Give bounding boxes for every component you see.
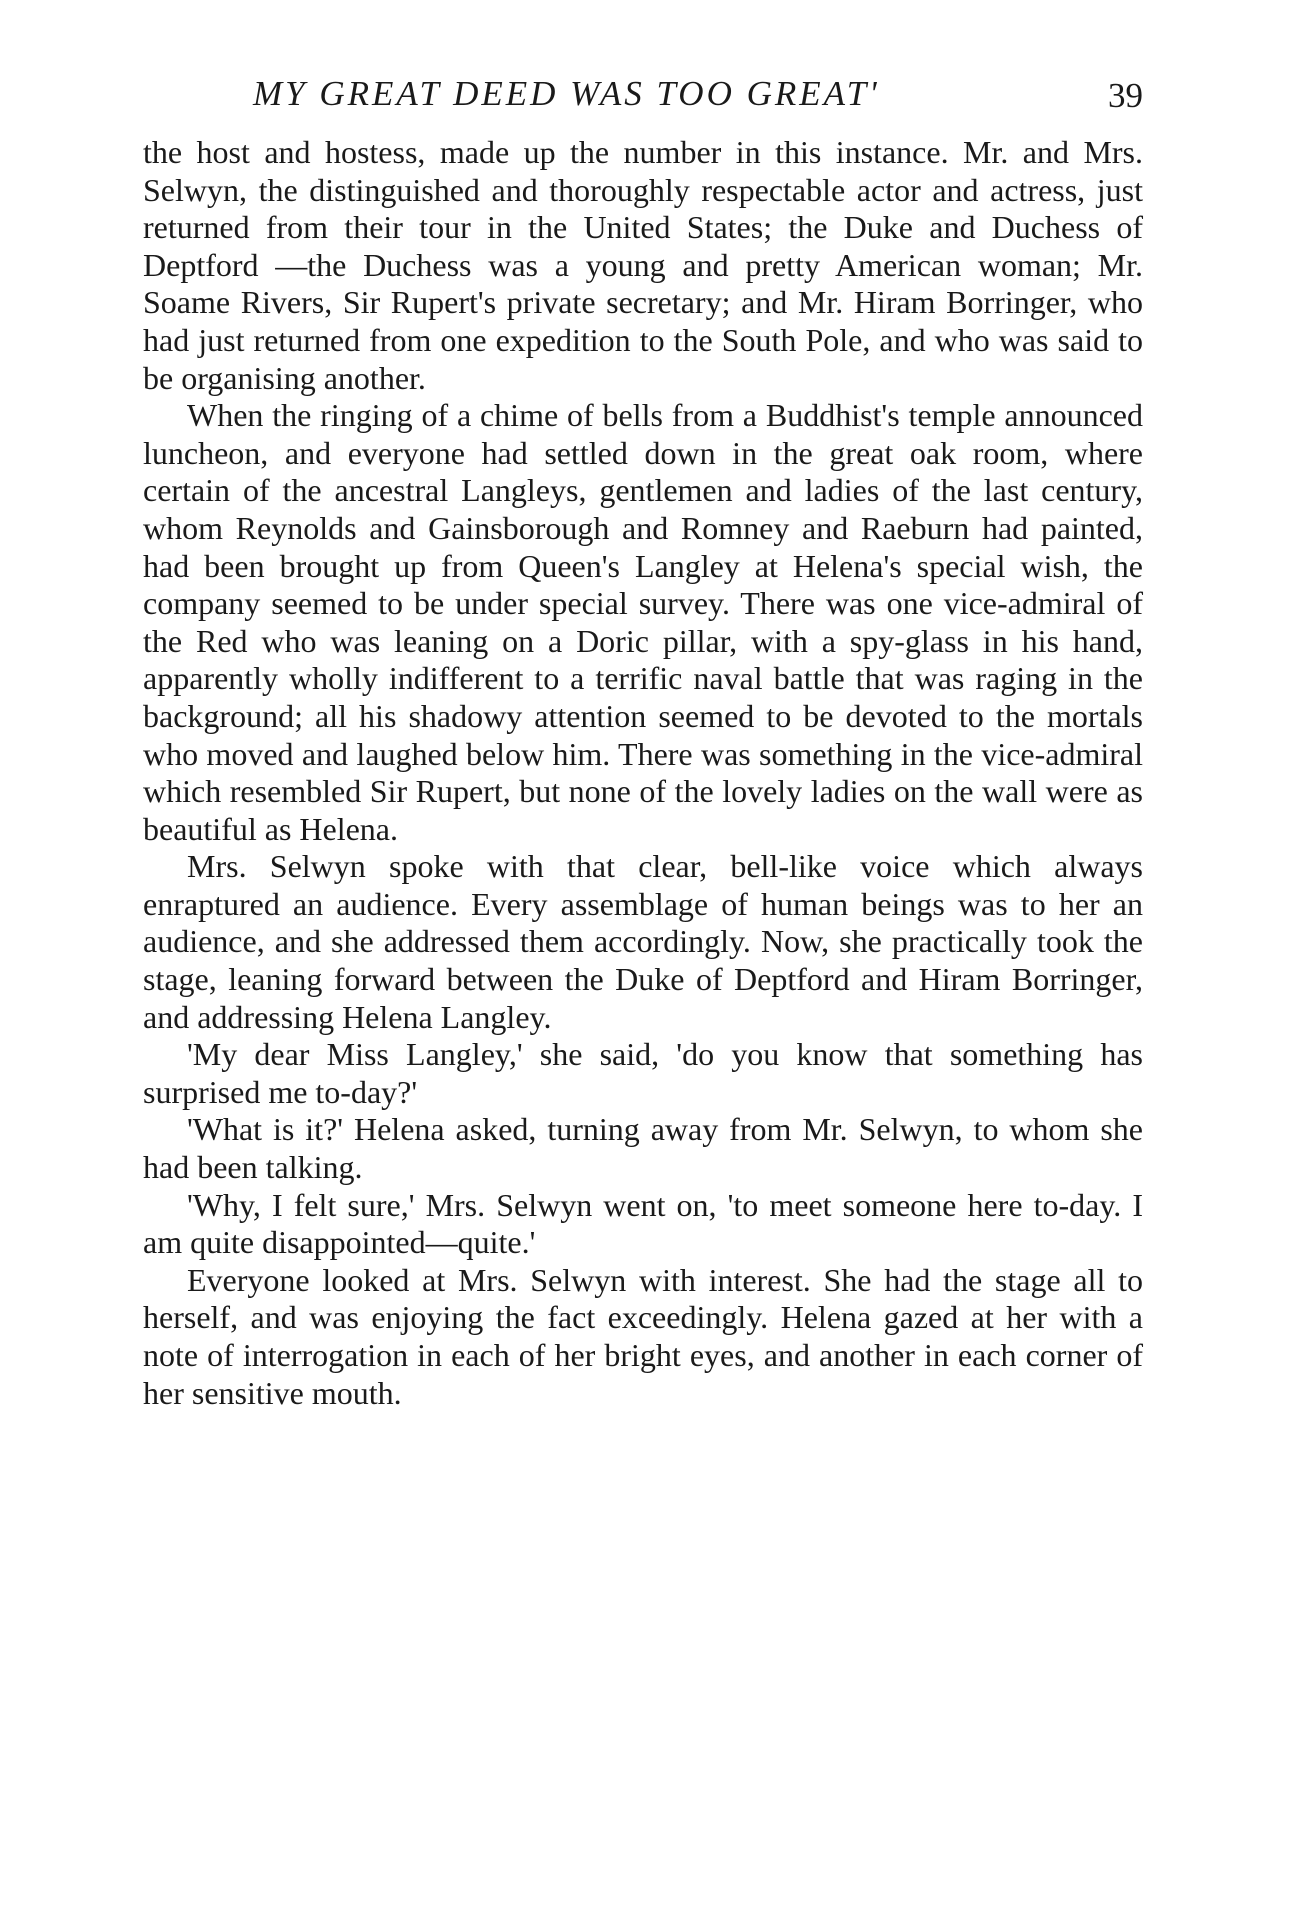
paragraph-dialogue-3: 'Why, I felt sure,' Mrs. Selwyn went on, 'to meet someone here to-day. I am quite disappointed—quite.' (143, 1186, 1143, 1261)
page-number: 39 (1108, 76, 1143, 115)
paragraph-guest-list: the host and hostess, made up the number in this instance. Mr. and Mrs. Selwyn, the distinguished and thoroughly respectable actor and actress, just returned from their tour in the United States; the Duke and Duchess of Deptford —the Duchess was a young and pretty American woman; Mr. Soame Rivers, Sir Rupert's private secretary; and Mr. Hiram Borringer, who had just returned from one expedition to the South Pole, and who was said to be organising another. (143, 134, 1143, 396)
paragraph-dialogue-1: 'My dear Miss Langley,' she said, 'do you know that something has surprised me to-day?' (143, 1036, 1143, 1110)
paragraph-closing: Everyone looked at Mrs. Selwyn with interest. She had the stage all to herself, and was enjoying the fact exceedingly. Helena gazed at her with a note of interrogation in each of her bright eyes, and another in each corner of her sensitive mouth. (143, 1261, 1143, 1411)
paragraph-dialogue-2: 'What is it?' Helena asked, turning away from Mr. Selwyn, to whom she had been talking. (143, 1111, 1143, 1186)
running-title: MY GREAT DEED WAS TOO GREAT' (253, 74, 880, 113)
running-head (143, 68, 1143, 120)
paragraph-luncheon: When the ringing of a chime of bells from a Buddhist's temple announced luncheon, and everyone had settled down in the great oak room, where certain of the ancestral Langleys, gentlemen and ladies of the last century, whom Reynolds and Gainsborough and Romney and Raeburn had painted, had been brought up from Queen's Langley at Helena's special wish, the company seemed to be under special survey. There was one vice-admiral of the Red who was leaning on a Doric pillar, with a spy-glass in his hand, apparently wholly indifferent to a terrific naval battle that was raging in the background; all his shadowy attention seemed to be devoted to the mortals who moved and laughed below him. There was something in the vice-admiral which resembled Sir Rupert, but none of the lovely ladies on the wall were as beautiful as Helena. (143, 397, 1143, 847)
book-page (143, 68, 1143, 1412)
paragraph-mrs-selwyn: Mrs. Selwyn spoke with that clear, bell-like voice which always enraptured an audience. Every assemblage of human beings was to her an audience, and she addressed them accordingly. Now, she practically took the stage, leaning forward between the Duke of Deptford and Hiram Borringer, and addressing Helena Langley. (143, 848, 1143, 1035)
body-text (143, 134, 1143, 1412)
